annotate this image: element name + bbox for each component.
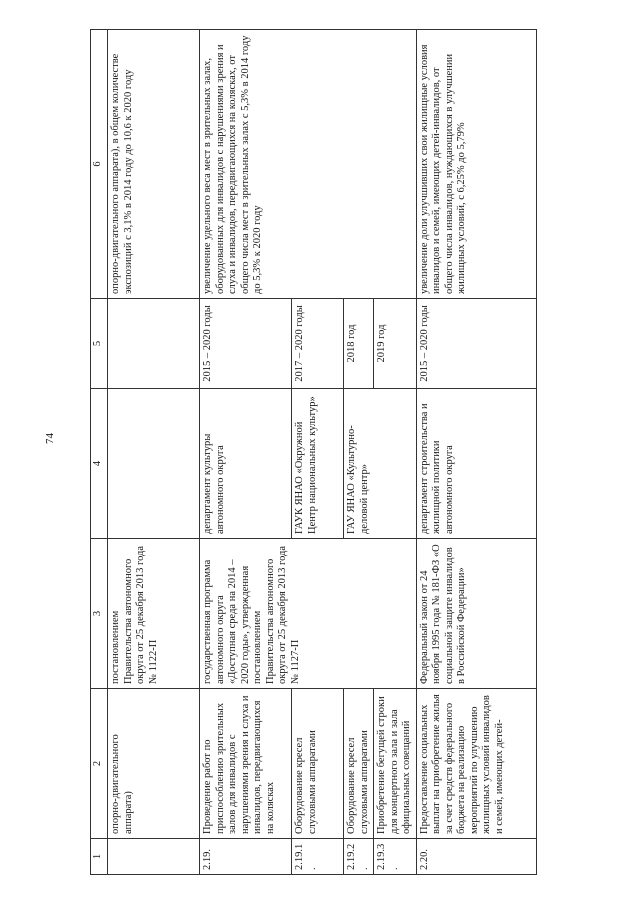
table-row-2-19: [200, 30, 292, 875]
row-number: [108, 839, 200, 875]
executor: [108, 389, 200, 539]
header-row: [91, 30, 108, 875]
table-row-2-20: [416, 30, 536, 875]
row-number: 2.19.2.: [344, 839, 374, 875]
executor: ГАУК ЯНАО «Окружной Центр национальных культур»: [292, 389, 344, 539]
measure-name: Проведение работ по приспособлению зрительных залов для инвалидов с нарушениями зрения и слуха и инвалидов, передвигающихся на колясках: [200, 689, 292, 839]
executor: ГАУ ЯНАО «Культурно-деловой центр»: [344, 389, 417, 539]
column-header: 1: [91, 839, 108, 875]
legal-basis: государственная программа автономного округа «Доступная среда на 2014 – 2020 годы», утвержденная постановлением Правительства автономного округа от 25 декабря 2013 года № 1127-П: [200, 539, 417, 689]
measure-name: Предоставление социальных выплат на приобретение жилья за счет средств федерального бюджета на реализацию мероприятий по улучшению жилищных условий инвалидов и семей, имеющих детей-: [416, 689, 536, 839]
column-header: 4: [91, 389, 108, 539]
table-row-continuation: [108, 30, 200, 875]
term: 2015 – 2020 годы: [200, 299, 292, 389]
measures-table: [90, 29, 537, 875]
term: 2019 год: [374, 299, 417, 389]
row-number: 2.19.3.: [374, 839, 417, 875]
column-header: 2: [91, 689, 108, 839]
expected-result: увеличение доли улучшивших свои жилищные условия инвалидов и семей, имеющих детей-инвалидов, от общего числа инвалидов, нуждающихся в улучшении жилищных условий, с 6,25% до 5,79%: [416, 30, 536, 299]
expected-result: увеличение удельного веса мест в зрительных залах, оборудованных для инвалидов с нарушениями зрения и слуха и инвалидов, передвигающихся на колясках, от общего числа мест в зрительных залах с 5,3% в 2014 году до 5,3% к 2020 году: [200, 30, 417, 299]
row-number: 2.20.: [416, 839, 536, 875]
row-number: 2.19.1.: [292, 839, 344, 875]
expected-result: опорно-двигательного аппарата), в общем количестве экспозиций с 3,1% в 2014 году до 10,6 к 2020 году: [108, 30, 200, 299]
executor: департамент культуры автономного округа: [200, 389, 292, 539]
measure-name: Приобретение бегущей строки для концертного зала и зала официальных совещаний: [374, 689, 417, 839]
column-header: 5: [91, 299, 108, 389]
column-header: 6: [91, 30, 108, 299]
rotated-table-container: [90, 30, 610, 875]
measure-name: Оборудование кресел слуховыми аппаратами: [344, 689, 374, 839]
legal-basis: Федеральный закон от 24 ноября 1995 года № 181-ФЗ «О социальной защите инвалидов в Российской Федерации»: [416, 539, 536, 689]
term: 2015 – 2020 годы: [416, 299, 536, 389]
row-number: 2.19.: [200, 839, 292, 875]
term: 2018 год: [344, 299, 374, 389]
measure-name: Оборудование кресел слуховыми аппаратами: [292, 689, 344, 839]
page-number: 74: [44, 433, 56, 444]
term: 2017 – 2020 годы: [292, 299, 344, 389]
executor: департамент строительства и жилищной политики автономного округа: [416, 389, 536, 539]
legal-basis: постановлением Правительства автономного округа от 25 декабря 2013 года № 1122-П: [108, 539, 200, 689]
measure-name: опорно-двигательного аппарата): [108, 689, 200, 839]
column-header: 3: [91, 539, 108, 689]
term: [108, 299, 200, 389]
